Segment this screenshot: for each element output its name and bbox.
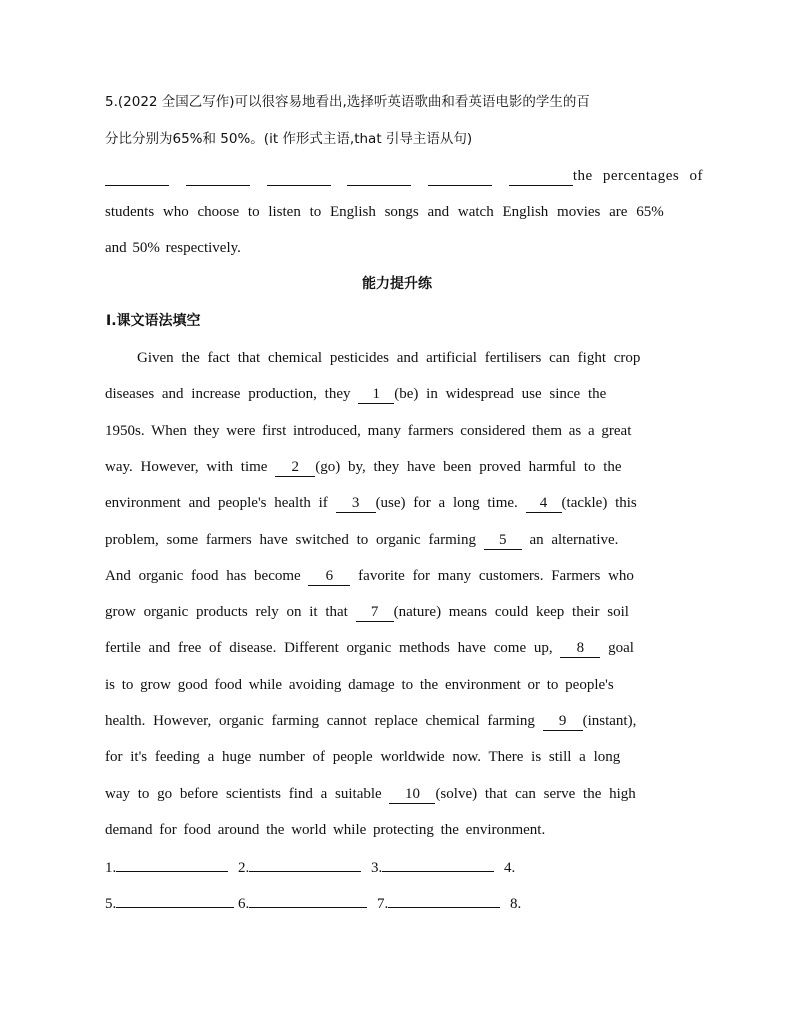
passage-line: health. However, organic farming cannot replace chemical farming 9 (instant), xyxy=(105,713,637,729)
blank-1[interactable]: 1 xyxy=(358,386,394,404)
q5-blank[interactable] xyxy=(428,166,492,186)
passage-line: Given the fact that chemical pesticides and artificial fertilisers can fight crop xyxy=(137,350,641,366)
passage-line: environment and people's health if 3 (use) for a long time. 4 (tackle) this xyxy=(105,495,637,511)
blank-10[interactable]: 10 xyxy=(389,786,435,804)
answer-field-1[interactable] xyxy=(116,857,228,872)
answer-field-3[interactable] xyxy=(382,857,494,872)
passage-line: diseases and increase production, they 1 (be) in widespread use since the xyxy=(105,386,607,402)
q5-blank[interactable] xyxy=(509,168,573,186)
passage-line: for it's feeding a huge number of people worldwide now. There is still a long xyxy=(105,749,621,765)
q5-prompt-line2: 分比分别为65%和 50%。(it 作形式主语,that 引导主语从句) xyxy=(105,131,473,147)
answer-label: 1. xyxy=(105,860,117,876)
passage-line: fertile and free of disease. Different organic methods have come up, 8 goal xyxy=(105,640,634,656)
q5-blank[interactable] xyxy=(267,166,331,186)
blank-6[interactable]: 6 xyxy=(308,568,350,586)
q5-tail-text: the percentages of xyxy=(572,168,703,184)
q5-sentence-line5: and 50% respectively. xyxy=(105,240,241,256)
passage-line: And organic food has become 6 favorite for many customers. Farmers who xyxy=(105,568,634,584)
answer-row-1 xyxy=(105,857,515,877)
blank-7[interactable]: 7 xyxy=(356,604,394,622)
passage-line: problem, some farmers have switched to organic farming 5 an alternative. xyxy=(105,532,619,548)
section-heading: 能力提升练 xyxy=(362,276,432,292)
blank-4[interactable]: 4 xyxy=(526,495,562,513)
q5-prompt-line1: 5.(2022 全国乙写作)可以很容易地看出,选择听英语歌曲和看英语电影的学生的百 xyxy=(105,94,590,110)
answer-label: 5. xyxy=(105,896,117,912)
answer-label: 4. xyxy=(504,860,516,876)
passage-line: is to grow good food while avoiding damage to the environment or to people's xyxy=(105,677,614,693)
q5-sentence-line4: students who choose to listen to English songs and watch English movies are 65% xyxy=(105,204,664,220)
answer-label: 6. xyxy=(238,896,250,912)
passage-line: grow organic products rely on it that 7 (nature) means could keep their soil xyxy=(105,604,629,620)
blank-3[interactable]: 3 xyxy=(336,495,376,513)
q5-blank[interactable] xyxy=(105,166,169,186)
answer-label: 3. xyxy=(371,860,383,876)
answer-field-5[interactable] xyxy=(116,893,234,908)
passage-line: 1950s. When they were first introduced, many farmers considered them as a great xyxy=(105,423,632,439)
answer-label: 2. xyxy=(238,860,250,876)
answer-label: 7. xyxy=(377,896,389,912)
answer-field-2[interactable] xyxy=(249,857,361,872)
answer-field-7[interactable] xyxy=(388,893,500,908)
blank-5[interactable]: 5 xyxy=(484,532,522,550)
passage-line: way. However, with time 2 (go) by, they have been proved harmful to the xyxy=(105,459,622,475)
answer-label: 8. xyxy=(510,896,522,912)
q5-blank[interactable] xyxy=(186,166,250,186)
q5-blank-line xyxy=(105,166,703,186)
blank-8[interactable]: 8 xyxy=(560,640,600,658)
q5-blank[interactable] xyxy=(347,166,411,186)
answer-field-6[interactable] xyxy=(249,893,367,908)
passage-line: way to go before scientists find a suitable 10 (solve) that can serve the high xyxy=(105,786,636,802)
answer-row-2 xyxy=(105,893,521,913)
passage-line: demand for food around the world while protecting the environment. xyxy=(105,822,546,838)
blank-2[interactable]: 2 xyxy=(275,459,315,477)
section-title: Ⅰ.课文语法填空 xyxy=(106,313,201,329)
blank-9[interactable]: 9 xyxy=(543,713,583,731)
